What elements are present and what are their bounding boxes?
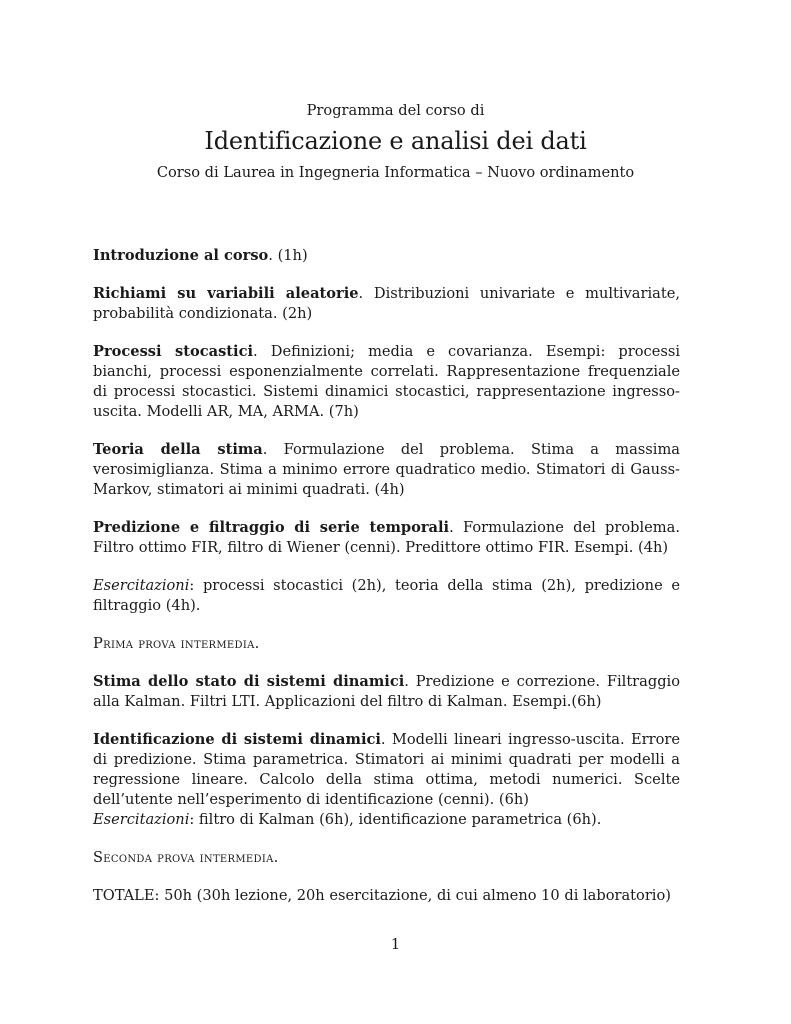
section-state-estimation <box>93 672 680 712</box>
section-text: . Modelli lineari ingresso-uscita. Errore di predizione. Stima parametrica. Stimatori ai minimi quadrati per modelli a regressione lineare. Calcolo della stima ottima, metodi numerici. Scelte dell’utente nell’esperimento di identificazione (cenni). (6h) <box>93 731 680 808</box>
section-stochastic-processes <box>93 342 680 422</box>
exercises-label: Esercitazioni <box>93 577 190 594</box>
section-heading: Richiami su variabili aleatorie <box>93 285 359 302</box>
syllabus-body <box>93 246 680 924</box>
section-text: . Formulazione del problema. Stima a massima verosimiglianza. Stima a minimo errore quadratico medio. Stimatori di Gauss-Markov, stimatori ai minimi quadrati. (4h) <box>93 441 680 498</box>
section-text: . (1h) <box>268 247 308 264</box>
exercises-second-part <box>93 810 680 830</box>
section-estimation-theory <box>93 440 680 500</box>
section-text: . Formulazione del problema. Filtro ottimo FIR, filtro di Wiener (cenni). Predittore ottimo FIR. Esempi. (4h) <box>93 519 680 556</box>
total-hours: TOTALE: 50h (30h lezione, 20h esercitazione, di cui almeno 10 di laboratorio) <box>93 887 671 904</box>
section-heading: Introduzione al corso <box>93 247 269 264</box>
exercises-first-part <box>93 576 680 616</box>
section-heading: Predizione e filtraggio di serie temporali <box>93 519 450 536</box>
section-system-identification <box>93 730 680 810</box>
course-subtitle: Corso di Laurea in Ingegneria Informatica – Nuovo ordinamento <box>156 164 635 181</box>
exercises-text: : processi stocastici (2h), teoria della stima (2h), predizione e filtraggio (4h). <box>93 577 680 614</box>
exercises-text: : filtro di Kalman (6h), identificazione parametrica (6h). <box>189 811 602 828</box>
section-heading: Stima dello stato di sistemi dinamici <box>93 673 405 690</box>
section-text: . Distribuzioni univariate e multivariate, probabilità condizionata. (2h) <box>93 285 680 322</box>
pre-title: Programma del corso di <box>306 102 485 119</box>
section-prediction-filtering <box>93 518 680 558</box>
document-header <box>0 102 791 182</box>
section-heading: Identificazione di sistemi dinamici <box>93 731 381 748</box>
section-intro <box>93 246 680 266</box>
section-heading: Teoria della stima <box>93 441 263 458</box>
section-text: . Predizione e correzione. Filtraggio alla Kalman. Filtri LTI. Applicazioni del filtro di Kalman. Esempi.(6h) <box>93 673 680 710</box>
midterm-second: Seconda prova intermedia. <box>93 849 279 866</box>
exercises-label: Esercitazioni <box>93 811 190 828</box>
section-random-variables <box>93 284 680 324</box>
page-number: 1 <box>390 936 401 953</box>
course-title: Identificazione e analisi dei dati <box>204 127 587 155</box>
section-heading: Processi stocastici <box>93 343 254 360</box>
section-text: . Definizioni; media e covarianza. Esempi: processi bianchi, processi esponenzialmente correlati. Rappresentazione frequenziale di processi stocastici. Sistemi dinamici stocastici, rappresentazione ingresso-uscita. Modelli AR, MA, ARMA. (7h) <box>93 343 680 420</box>
midterm-first: Prima prova intermedia. <box>93 635 260 652</box>
